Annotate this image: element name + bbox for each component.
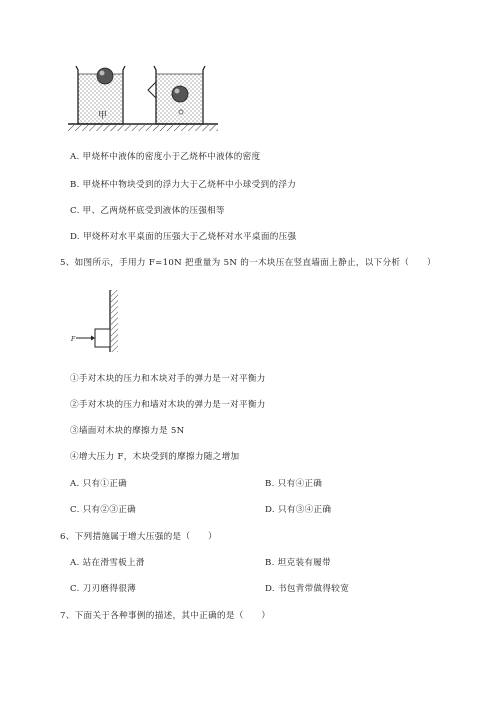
q4-option-d: D. 甲烧杯对水平桌面的压强大于乙烧杯对水平桌面的压强 <box>70 232 297 242</box>
q4-option-a: A. 甲烧杯中液体的密度小于乙烧杯中液体的密度 <box>70 152 261 162</box>
ball-yi <box>172 86 188 102</box>
beaker-label-jia: 甲 <box>98 111 108 121</box>
ball-jia <box>97 68 113 84</box>
q4-option-b: B. 甲烧杯中物块受到的浮力大于乙烧杯中小球受到的浮力 <box>70 180 297 190</box>
beakers-figure <box>68 60 218 136</box>
q5-statement-4: ④增大压力 F，木块受到的摩擦力随之增加 <box>70 452 240 462</box>
q5-option-a: A. 只有①正确 <box>70 479 128 489</box>
q5-stem: 5、如图所示，手用力 F=10N 把重量为 5N 的一木块压在竖直墙面上静止，以下分析（ ） <box>60 258 436 268</box>
q6-stem: 6、下列措施属于增大压强的是（ ） <box>60 532 217 542</box>
q5-statement-2: ②手对木块的压力和墙对木块的弹力是一对平衡力 <box>70 400 266 410</box>
q5-statement-3: ③墙面对木块的摩擦力是 5N <box>70 426 185 436</box>
q5-option-c: C. 只有②③正确 <box>70 505 136 515</box>
q4-option-c: C. 甲、乙两烧杯底受到液体的压强相等 <box>70 206 225 216</box>
q6-option-a: A. 站在滑雪板上滑 <box>70 558 145 568</box>
wooden-block <box>95 329 110 347</box>
q5-option-b: B. 只有④正确 <box>265 479 323 489</box>
beaker-yi <box>148 66 205 124</box>
q5-option-d: D. 只有③④正确 <box>265 505 332 515</box>
wall-block-figure <box>66 290 128 354</box>
q7-stem: 7、下面关于各种事例的描述，其中正确的是（ ） <box>60 611 271 621</box>
q6-option-c: C. 刀刃磨得很薄 <box>70 584 136 594</box>
q5-statement-1: ①手对木块的压力和木块对手的弹力是一对平衡力 <box>70 374 266 384</box>
force-label: F <box>71 336 76 343</box>
q6-option-d: D. 书包背带做得较宽 <box>265 584 350 594</box>
q6-option-b: B. 坦克装有履带 <box>265 558 332 568</box>
